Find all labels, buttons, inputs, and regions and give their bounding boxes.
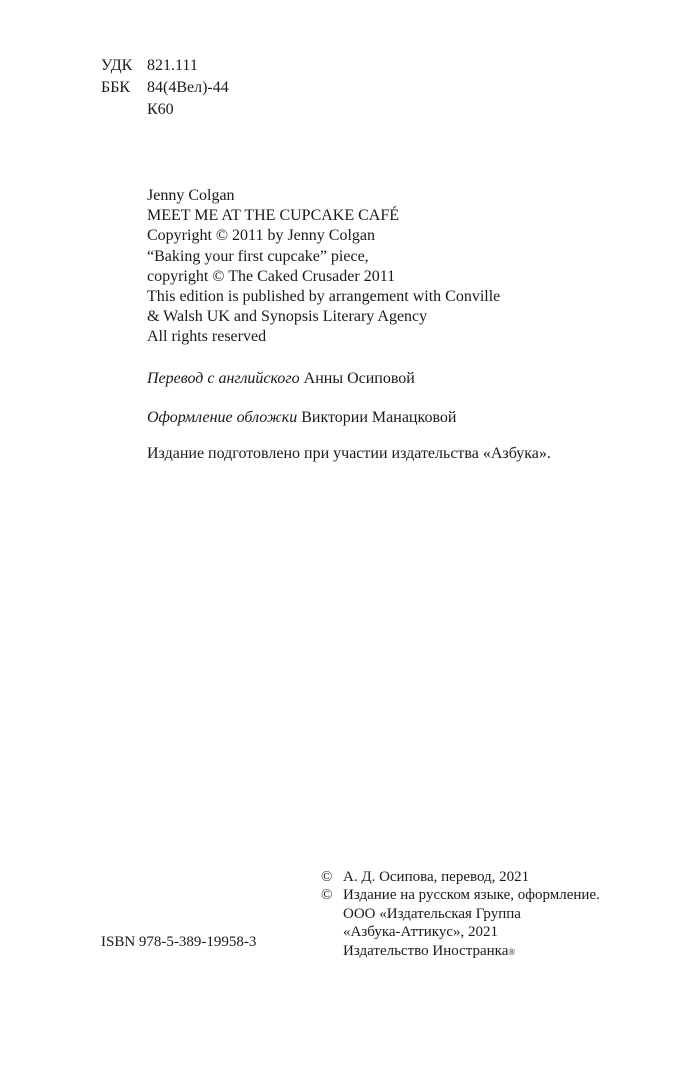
piece-line-1: “Baking your first cupcake” piece,: [147, 247, 369, 265]
cover-role: Оформление обложки: [147, 409, 298, 426]
book-title: MEET ME AT THE CUPCAKE CAFÉ: [147, 207, 400, 225]
copyright-row-4: [321, 923, 600, 941]
translator-name: Анны Осиповой: [299, 370, 415, 387]
copyright-symbol-2: ©: [321, 887, 333, 904]
piece-line-2: copyright © The Caked Crusader 2011: [147, 267, 396, 285]
copyright-translation: А. Д. Осипова, перевод, 2021: [343, 869, 530, 885]
udk-row: [101, 55, 198, 77]
copyright-row-2: [321, 886, 600, 904]
copyright-block: [321, 868, 600, 960]
copyright-publisher-2: «Азбука-Аттикус», 2021: [343, 924, 498, 941]
author-mark-row: [101, 99, 174, 121]
edition-line-2: & Walsh UK and Synopsis Literary Agency: [147, 308, 428, 326]
bbk-row: [101, 77, 229, 99]
bbk-value: 84(4Вел)-44: [147, 79, 229, 96]
udk-value: 821.111: [147, 57, 198, 74]
udk-label: УДК: [101, 57, 133, 74]
registered-mark: ®: [508, 946, 516, 957]
prepared-note: Издание подготовлено при участии издательства «Азбука».: [147, 445, 551, 462]
copyright-imprint: Издательство Иностранка: [343, 942, 509, 959]
copyright-row-5: [321, 942, 600, 960]
copyright-publisher-1: ООО «Издательская Группа: [343, 905, 521, 922]
isbn: ISBN 978-5-389-19958-3: [101, 934, 257, 950]
credits-block: [147, 186, 500, 348]
translation-credit: [147, 369, 415, 389]
copyright-line: Copyright © 2011 by Jenny Colgan: [147, 227, 375, 245]
cover-designer-name: Виктории Манацковой: [297, 409, 457, 426]
copyright-symbol-1: ©: [321, 869, 333, 885]
edition-line-1: This edition is published by arrangement with Conville: [147, 288, 501, 306]
copyright-row-1: [321, 868, 600, 886]
copyright-edition: Издание на русском языке, оформление.: [343, 887, 600, 904]
author-name: Jenny Colgan: [147, 187, 235, 204]
rights-line: All rights reserved: [147, 328, 267, 346]
bbk-label: ББК: [101, 79, 131, 96]
translation-role: Перевод с английского: [147, 370, 300, 387]
author-mark: К60: [147, 101, 174, 118]
copyright-row-3: [321, 905, 600, 923]
cover-credit: [147, 408, 456, 428]
